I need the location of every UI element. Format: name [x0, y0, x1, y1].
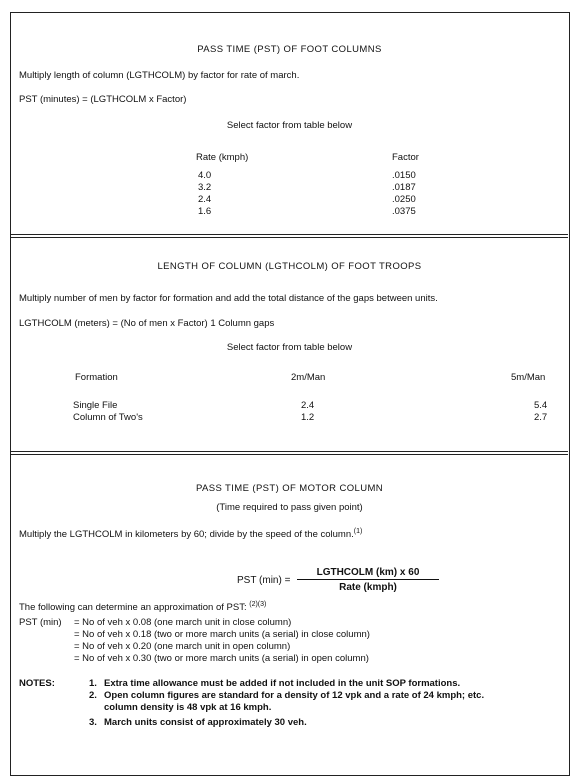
table-row: 4.0	[198, 170, 212, 181]
table1-header-rate: Rate (kmph)	[196, 152, 249, 163]
table-row: 1.2	[301, 412, 315, 423]
table-row: .0187	[392, 182, 416, 193]
section2-formula: LGTHCOLM (meters) = (No of men x Factor) 1 Column gaps	[19, 318, 275, 329]
approx-text	[19, 599, 266, 613]
list-item: = No of veh x 0.30 (two or more march units (a serial) in open column)	[74, 653, 369, 664]
note-text: Open column figures are standard for a density of 12 vpk and a rate of 24 kmph; etc.	[104, 690, 485, 701]
section1-formula: PST (minutes) = (LGTHCOLM x Factor)	[19, 94, 187, 105]
section2-title: LENGTH OF COLUMN (LGTHCOLM) OF FOOT TROOPS	[157, 261, 422, 272]
table-row: 2.4	[198, 194, 212, 205]
section3-subtitle: (Time required to pass given point)	[216, 502, 363, 513]
table-row: .0150	[392, 170, 416, 181]
note-text: Extra time allowance must be added if not included in the unit SOP formations.	[104, 678, 461, 689]
document-page	[10, 12, 570, 776]
list-item: = No of veh x 0.20 (one march unit in open column)	[74, 641, 291, 652]
table-row: Single File	[73, 400, 118, 411]
table2-header-5m: 5m/Man	[511, 372, 546, 383]
footnote-ref: (1)	[353, 528, 363, 535]
table2-header-2m: 2m/Man	[291, 372, 326, 383]
section3-instruction	[19, 526, 362, 540]
pst-label: PST (min)	[19, 617, 62, 628]
section-divider	[11, 234, 568, 238]
formula-denominator: Rate (kmph)	[339, 582, 397, 593]
section2-instruction: Multiply number of men by factor for formation and add the total distance of the gaps between units.	[19, 293, 438, 304]
note-number: 1.	[89, 678, 97, 689]
section3-title: PASS TIME (PST) OF MOTOR COLUMN	[195, 483, 384, 494]
formula-fraction	[297, 567, 439, 593]
table-row: .0375	[392, 206, 416, 217]
section3-instruction-text: Multiply the LGTHCOLM in kilometers by 60; divide by the speed of the column.	[19, 529, 354, 540]
table2-header-formation: Formation	[75, 372, 118, 383]
formula-lhs: PST (min) =	[237, 575, 291, 586]
section1-title: PASS TIME (PST) OF FOOT COLUMNS	[197, 44, 382, 55]
list-item: = No of veh x 0.18 (two or more march units (a serial) in close column)	[74, 629, 370, 640]
formula-numerator: LGTHCOLM (km) x 60	[297, 567, 439, 580]
notes-label: NOTES:	[19, 678, 55, 689]
table1-header-factor: Factor	[392, 152, 419, 163]
table-row: .0250	[392, 194, 416, 205]
note-number: 3.	[89, 717, 97, 728]
table-row: Column of Two's	[73, 412, 143, 423]
table-row: 1.6	[198, 206, 212, 217]
section-divider	[11, 451, 568, 455]
note-number: 2.	[89, 690, 97, 701]
table-row: 5.4	[534, 400, 548, 411]
note-text: column density is 48 vpk at 16 kmph.	[104, 702, 272, 713]
section2-select-note: Select factor from table below	[226, 342, 353, 353]
list-item: = No of veh x 0.08 (one march unit in close column)	[74, 617, 292, 628]
table-row: 3.2	[198, 182, 212, 193]
section1-instruction: Multiply length of column (LGTHCOLM) by factor for rate of march.	[19, 70, 300, 81]
table-row: 2.7	[534, 412, 548, 423]
table-row: 2.4	[301, 400, 315, 411]
section1-select-note: Select factor from table below	[226, 120, 353, 131]
note-text: March units consist of approximately 30 veh.	[104, 717, 307, 728]
approx-text-body: The following can determine an approximation of PST:	[19, 602, 247, 613]
footnote-ref: (2)(3)	[249, 601, 267, 608]
